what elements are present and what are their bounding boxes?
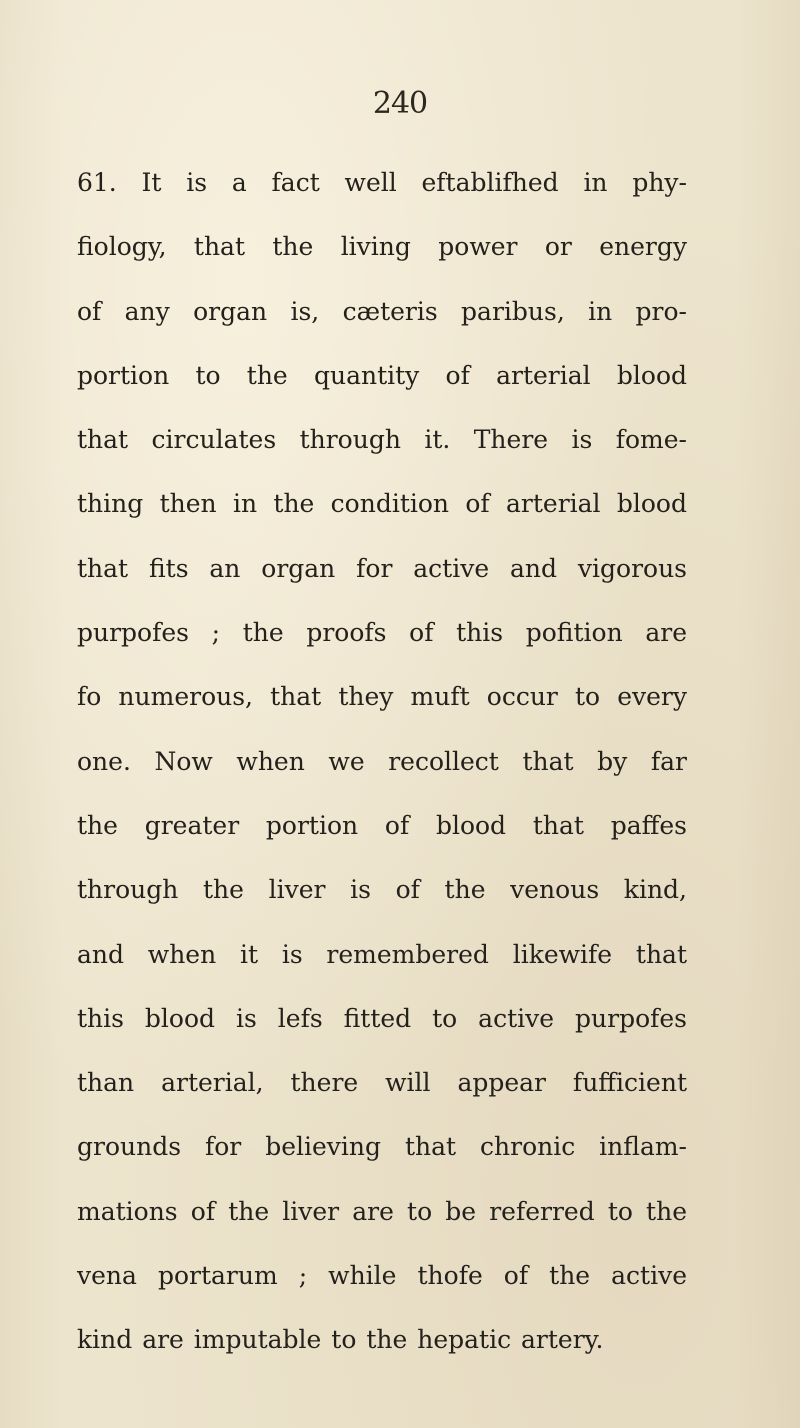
text-line: one. Now when we recollect that by far bbox=[77, 746, 687, 776]
text-line: portion to the quantity of arterial blood bbox=[77, 360, 687, 390]
text-line: vena portarum ; while thofe of the active bbox=[77, 1261, 687, 1291]
text-line: the greater portion of blood that paffes bbox=[77, 810, 687, 840]
text-line: fo numerous, that they muft occur to every bbox=[77, 682, 687, 712]
paragraph bbox=[77, 151, 687, 1373]
text-line: than arterial, there will appear fufficient bbox=[77, 1068, 687, 1098]
text-line: kind are imputable to the hepatic artery. bbox=[77, 1325, 604, 1355]
text-line: through the liver is of the venous kind, bbox=[77, 875, 687, 905]
text-line: grounds for believing that chronic inflam- bbox=[77, 1132, 687, 1162]
text-line: of any organ is, cæteris paribus, in pro- bbox=[77, 296, 687, 326]
text-line: mations of the liver are to be referred to the bbox=[77, 1196, 687, 1226]
text-line: 61. It is a fact well eftablifhed in phy- bbox=[77, 168, 687, 197]
page-number: 240 bbox=[372, 86, 428, 121]
text-line: and when it is remembered likewife that bbox=[77, 939, 687, 969]
text-line: purpofes ; the proofs of this pofition are bbox=[77, 618, 687, 648]
text-line: fiology, that the living power or energy bbox=[77, 232, 687, 262]
text-line: that circulates through it. There is fome- bbox=[77, 425, 687, 455]
text-line: thing then in the condition of arterial blood bbox=[77, 489, 687, 519]
text-line: this blood is lefs fitted to active purpofes bbox=[77, 1003, 687, 1033]
text-line: that fits an organ for active and vigorous bbox=[77, 553, 687, 583]
